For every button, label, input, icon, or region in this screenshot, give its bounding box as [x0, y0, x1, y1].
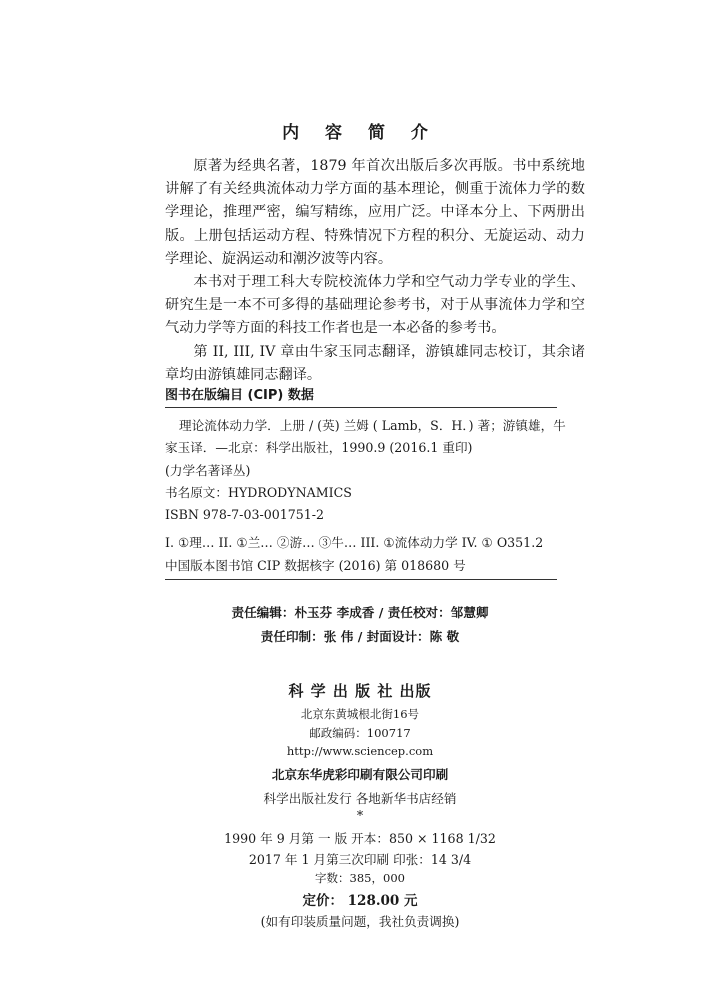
- cip-block: [165, 415, 565, 577]
- cip-line-6: I. ①理… II. ①兰… ②游… ③牛… III. ①流体动力学 IV. ① O351.2: [165, 535, 544, 551]
- quality-note: (如有印装质量问题，我社负责调换): [260, 914, 460, 929]
- editors-line: 责任编辑：朴玉芬 李成香 / 责任校对：邹慧卿: [231, 605, 489, 620]
- distribution: 科学出版社发行 各地新华书店经销: [263, 791, 457, 806]
- price: 定价： 128.00 元: [302, 893, 418, 909]
- intro-paragraph-2: 本书对于理工科大专院校流体力学和空气动力学专业的学生、研究生是一本不可多得的基础理论参考书，对于从事流体力学和空气动力学等方面的科技工作者也是一本必备的参考书。: [165, 274, 585, 337]
- edition-line-2: 2017 年 1 月第三次印刷 印张：14 3/4: [248, 852, 472, 867]
- publisher-url: http://www.sciencep.com: [286, 744, 434, 758]
- publisher-name: 科 学 出 版 社 出版: [288, 682, 432, 700]
- cip-line-4: 书名原文：HYDRODYNAMICS: [165, 484, 352, 500]
- cip-bottom-rule: [165, 579, 557, 580]
- cip-top-rule: [165, 407, 557, 408]
- page-title: 内 容 简 介: [282, 123, 438, 143]
- cip-line-5: ISBN 978-7-03-001751-2: [165, 507, 325, 523]
- publisher-address: 北京东黄城根北街16号: [300, 707, 420, 721]
- production-line: 责任印制：张 伟 / 封面设计：陈 敬: [260, 629, 460, 644]
- printer: 北京东华虎彩印刷有限公司印刷: [271, 767, 449, 782]
- cip-line-1: 理论流体动力学．上册 / (英) 兰姆 ( Lamb，S．H．) 著；游镇雄，牛: [179, 418, 566, 433]
- cip-line-7: 中国版本图书馆 CIP 数据核字 (2016) 第 018680 号: [165, 557, 466, 573]
- publisher-postcode: 邮政编码：100717: [309, 726, 411, 740]
- edition-line-1: 1990 年 9 月第 一 版 开本：850 × 1168 1/32: [224, 831, 496, 846]
- cip-title: 图书在版编目 (CIP) 数据: [165, 388, 314, 403]
- word-count: 字数：385，000: [315, 871, 405, 885]
- cip-line-3: (力学名著译丛): [165, 462, 251, 478]
- intro-text: [165, 155, 585, 387]
- separator-star: *: [356, 808, 364, 823]
- cip-line-2: 家玉译．—北京：科学出版社，1990.9 (2016.1 重印): [165, 440, 473, 456]
- intro-paragraph-1: 原著为经典名著，1879 年首次出版后多次再版。书中系统地讲解了有关经典流体动力学方面的基本理论，侧重于流体力学的数学理论，推理严密，编写精练，应用广泛。中译本分上、下两册出版。上册包括运动方程、特殊情况下方程的积分、无旋运动、动力学理论、旋涡运动和潮汐波等内容。: [165, 158, 585, 267]
- intro-paragraph-3: 第 II, III, IV 章由牛家玉同志翻译，游镇雄同志校订，其余诸章均由游镇雄同志翻译。: [165, 343, 585, 383]
